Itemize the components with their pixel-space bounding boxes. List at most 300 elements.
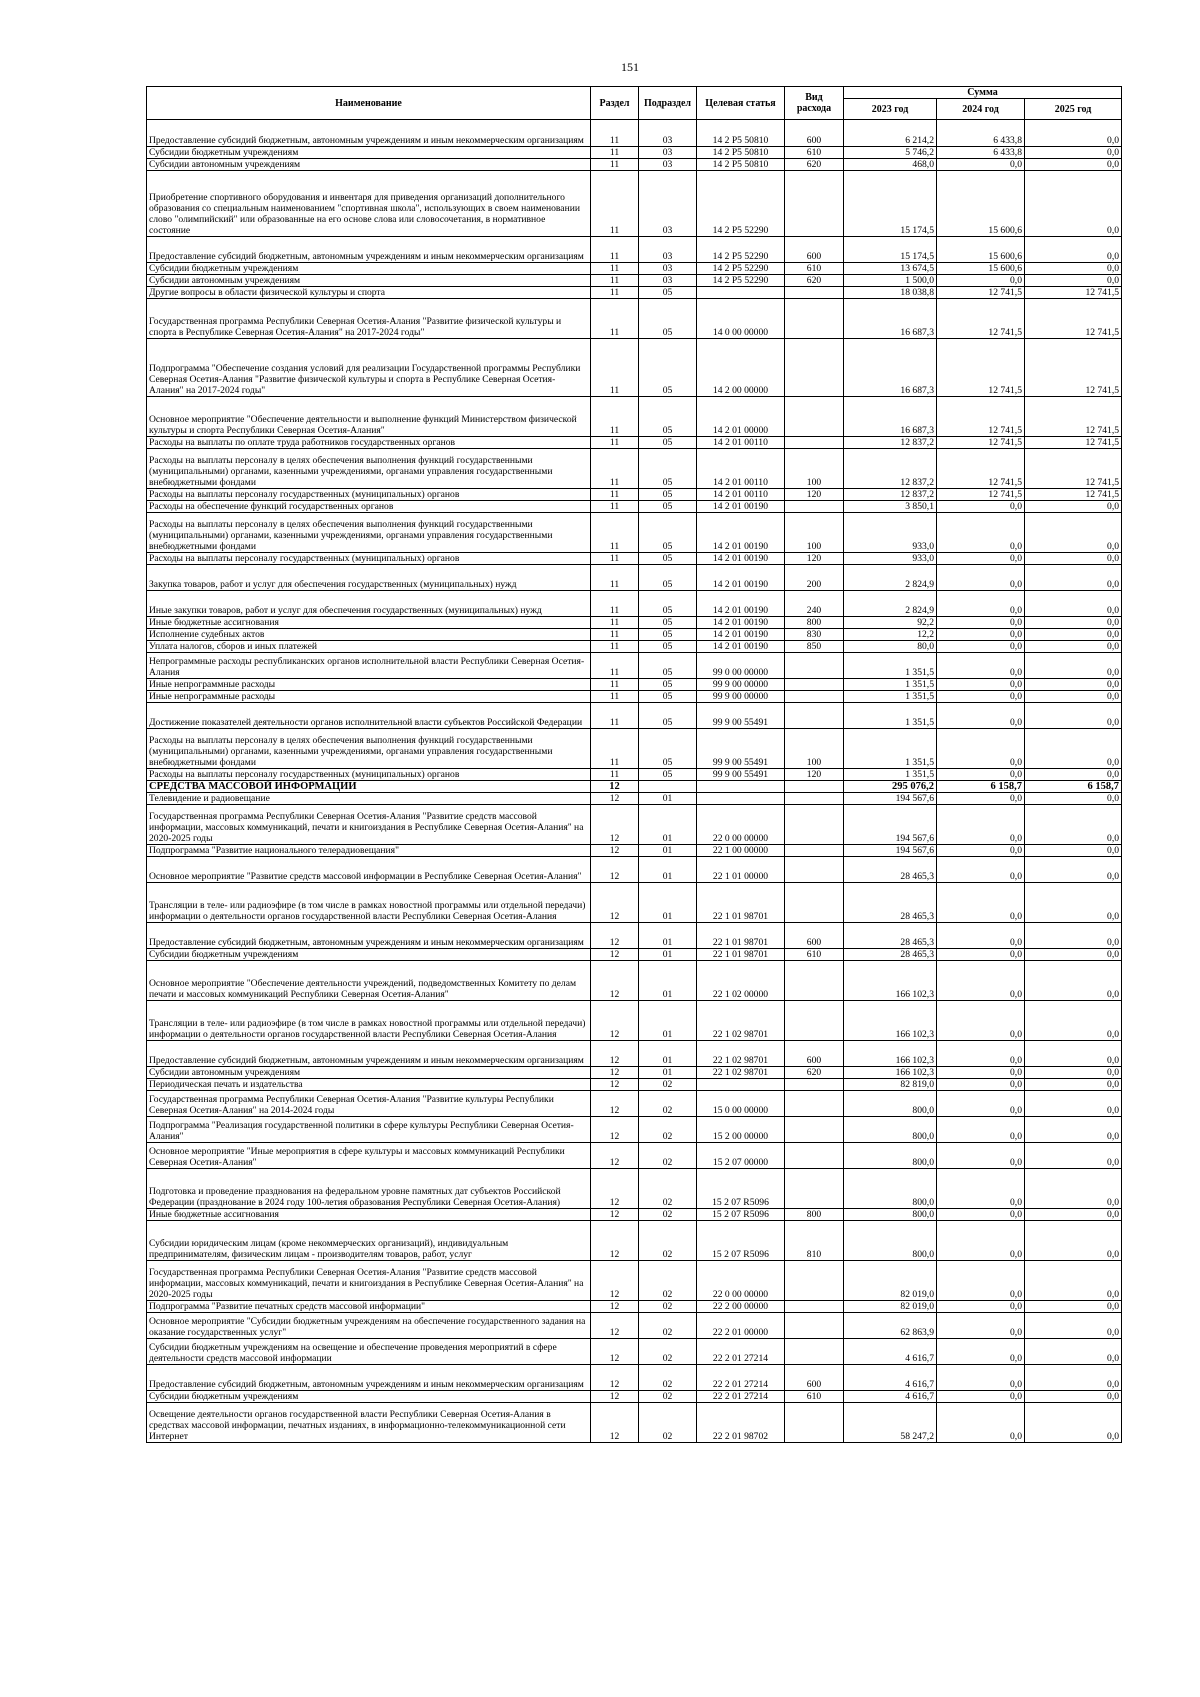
- row-sum-2023: 12 837,2: [844, 449, 937, 489]
- row-sum-2023: 800,0: [844, 1091, 937, 1117]
- row-sum-2023: 1 351,5: [844, 703, 937, 729]
- row-sum-2025: 0,0: [1025, 1365, 1122, 1391]
- row-sum-2025: 0,0: [1025, 805, 1122, 845]
- row-sum-2024: 0,0: [937, 703, 1025, 729]
- row-sum-2024: 0,0: [937, 691, 1025, 703]
- row-section: 12: [591, 1117, 639, 1143]
- row-expense-type: 610: [785, 949, 844, 961]
- row-name: Подпрограмма "Развитие национального телерадиовещания": [147, 845, 591, 857]
- row-target: 14 2 P5 50810: [697, 120, 785, 147]
- row-target: 99 9 00 00000: [697, 691, 785, 703]
- table-row: [147, 1169, 1122, 1209]
- row-subsection: 05: [639, 501, 697, 513]
- row-sum-2024: 0,0: [937, 1079, 1025, 1091]
- table-row: [147, 120, 1122, 147]
- table-row: [147, 1403, 1122, 1443]
- row-target: 14 2 00 00000: [697, 339, 785, 397]
- row-target: 14 2 01 00190: [697, 553, 785, 565]
- row-section: 11: [591, 729, 639, 769]
- table-row: [147, 769, 1122, 781]
- row-sum-2023: 1 500,0: [844, 275, 937, 287]
- row-section: 12: [591, 1391, 639, 1403]
- row-name: Расходы на выплаты персоналу государственных (муниципальных) органов: [147, 769, 591, 781]
- row-name: Иные бюджетные ассигнования: [147, 1209, 591, 1221]
- row-sum-2023: 166 102,3: [844, 1067, 937, 1079]
- row-sum-2025: 0,0: [1025, 1041, 1122, 1067]
- row-sum-2025: 0,0: [1025, 1339, 1122, 1365]
- row-subsection: 05: [639, 653, 697, 679]
- row-expense-type: [785, 679, 844, 691]
- row-target: 14 2 P5 52290: [697, 263, 785, 275]
- row-subsection: 02: [639, 1117, 697, 1143]
- table-row: [147, 1221, 1122, 1261]
- row-sum-2025: 12 741,5: [1025, 437, 1122, 449]
- row-expense-type: 850: [785, 641, 844, 653]
- row-name: Основное мероприятие "Субсидии бюджетным учреждениям на обеспечение государственного задания на оказание государственных услуг": [147, 1313, 591, 1339]
- row-section: 11: [591, 591, 639, 617]
- row-target: 22 1 01 98701: [697, 923, 785, 949]
- row-sum-2023: 12,2: [844, 629, 937, 641]
- row-sum-2024: 0,0: [937, 591, 1025, 617]
- row-expense-type: 120: [785, 769, 844, 781]
- row-sum-2023: 4 616,7: [844, 1365, 937, 1391]
- row-sum-2025: 0,0: [1025, 1221, 1122, 1261]
- row-subsection: 02: [639, 1091, 697, 1117]
- table-row: [147, 691, 1122, 703]
- row-sum-2023: 15 174,5: [844, 171, 937, 237]
- row-sum-2023: 468,0: [844, 159, 937, 171]
- row-name: Иные непрограммные расходы: [147, 679, 591, 691]
- table-row: [147, 1079, 1122, 1091]
- row-sum-2024: 0,0: [937, 769, 1025, 781]
- row-section: 12: [591, 1041, 639, 1067]
- row-sum-2025: 0,0: [1025, 263, 1122, 275]
- row-subsection: 02: [639, 1143, 697, 1169]
- row-subsection: 05: [639, 449, 697, 489]
- row-sum-2025: 0,0: [1025, 147, 1122, 159]
- header-section: Раздел: [591, 87, 639, 120]
- row-sum-2023: 3 850,1: [844, 501, 937, 513]
- row-subsection: 01: [639, 857, 697, 883]
- row-section: 12: [591, 793, 639, 805]
- row-subsection: 05: [639, 565, 697, 591]
- row-subsection: 05: [639, 591, 697, 617]
- row-sum-2024: 0,0: [937, 1091, 1025, 1117]
- row-target: 15 2 07 00000: [697, 1143, 785, 1169]
- row-sum-2023: 166 102,3: [844, 961, 937, 1001]
- row-target: 14 2 P5 52290: [697, 275, 785, 287]
- row-name: Непрограммные расходы республиканских органов исполнительной власти Республики Северная Осетия-Алания: [147, 653, 591, 679]
- row-target: 99 9 00 55491: [697, 703, 785, 729]
- table-row: [147, 513, 1122, 553]
- row-subsection: 05: [639, 513, 697, 553]
- row-expense-type: [785, 653, 844, 679]
- row-sum-2023: 16 687,3: [844, 397, 937, 437]
- row-sum-2024: 0,0: [937, 641, 1025, 653]
- row-sum-2025: 0,0: [1025, 641, 1122, 653]
- row-sum-2025: 0,0: [1025, 949, 1122, 961]
- row-sum-2024: 6 433,8: [937, 147, 1025, 159]
- row-sum-2023: 2 824,9: [844, 591, 937, 617]
- header-2023: 2023 год: [844, 99, 937, 120]
- row-target: 22 2 01 98702: [697, 1403, 785, 1443]
- row-section: 11: [591, 769, 639, 781]
- row-sum-2025: 0,0: [1025, 1391, 1122, 1403]
- row-section: 11: [591, 629, 639, 641]
- row-subsection: 05: [639, 641, 697, 653]
- row-expense-type: [785, 857, 844, 883]
- table-row: [147, 237, 1122, 263]
- row-section: 12: [591, 1221, 639, 1261]
- table-row: [147, 793, 1122, 805]
- row-name: Трансляции в теле- или радиоэфире (в том числе в рамках новостной программы или отдельной передачи) информации о деятельности органов государственной власти Республики Северная Осетия-Алания: [147, 1001, 591, 1041]
- row-target: 14 2 01 00190: [697, 591, 785, 617]
- row-subsection: 05: [639, 729, 697, 769]
- row-sum-2024: 0,0: [937, 1261, 1025, 1301]
- row-sum-2025: 12 741,5: [1025, 397, 1122, 437]
- table-row: [147, 275, 1122, 287]
- row-expense-type: [785, 961, 844, 1001]
- row-expense-type: 600: [785, 1041, 844, 1067]
- row-expense-type: 600: [785, 1365, 844, 1391]
- row-target: 99 9 00 55491: [697, 729, 785, 769]
- row-subsection: [639, 781, 697, 793]
- table-row: [147, 565, 1122, 591]
- row-name: Закупка товаров, работ и услуг для обеспечения государственных (муниципальных) нужд: [147, 565, 591, 591]
- row-expense-type: [785, 437, 844, 449]
- row-sum-2024: 15 600,6: [937, 171, 1025, 237]
- row-target: 14 0 00 00000: [697, 299, 785, 339]
- row-expense-type: [785, 1261, 844, 1301]
- row-name: Освещение деятельности органов государственной власти Республики Северная Осетия-Алания в средствах массовой информации, печатных изданиях, в информационно-телекоммуникационной сети Интернет: [147, 1403, 591, 1443]
- row-name: Уплата налогов, сборов и иных платежей: [147, 641, 591, 653]
- row-sum-2024: 12 741,5: [937, 449, 1025, 489]
- row-section: 11: [591, 653, 639, 679]
- row-sum-2024: 0,0: [937, 1143, 1025, 1169]
- row-section: 11: [591, 617, 639, 629]
- row-section: 12: [591, 883, 639, 923]
- row-name: Предоставление субсидий бюджетным, автономным учреждениям и иным некоммерческим организациям: [147, 1365, 591, 1391]
- row-subsection: 05: [639, 553, 697, 565]
- row-name: Предоставление субсидий бюджетным, автономным учреждениям и иным некоммерческим организациям: [147, 237, 591, 263]
- row-sum-2024: 0,0: [937, 159, 1025, 171]
- row-expense-type: 200: [785, 565, 844, 591]
- row-section: 12: [591, 845, 639, 857]
- row-sum-2024: 15 600,6: [937, 237, 1025, 263]
- row-name: Расходы на выплаты персоналу государственных (муниципальных) органов: [147, 489, 591, 501]
- row-section: 11: [591, 489, 639, 501]
- row-expense-type: 610: [785, 147, 844, 159]
- row-section: 11: [591, 679, 639, 691]
- row-sum-2024: 0,0: [937, 883, 1025, 923]
- row-name: Периодическая печать и издательства: [147, 1079, 591, 1091]
- row-sum-2025: 0,0: [1025, 1301, 1122, 1313]
- row-sum-2024: 0,0: [937, 1403, 1025, 1443]
- table-row: [147, 617, 1122, 629]
- table-row: [147, 159, 1122, 171]
- row-target: [697, 781, 785, 793]
- row-section: 12: [591, 1313, 639, 1339]
- page-number: 151: [621, 60, 639, 74]
- row-subsection: 05: [639, 397, 697, 437]
- row-sum-2024: 0,0: [937, 1169, 1025, 1209]
- row-section: 12: [591, 1261, 639, 1301]
- table-row: [147, 1261, 1122, 1301]
- row-name: Предоставление субсидий бюджетным, автономным учреждениям и иным некоммерческим организациям: [147, 923, 591, 949]
- row-expense-type: [785, 299, 844, 339]
- row-sum-2024: 0,0: [937, 679, 1025, 691]
- table-row: [147, 147, 1122, 159]
- table-row: [147, 489, 1122, 501]
- row-expense-type: [785, 1117, 844, 1143]
- row-sum-2023: 82 019,0: [844, 1261, 937, 1301]
- row-sum-2024: 0,0: [937, 1209, 1025, 1221]
- row-subsection: 05: [639, 703, 697, 729]
- row-name: Подготовка и проведение празднования на федеральном уровне памятных дат субъектов Российской Федерации (празднование в 2024 году 100-летия образования Республики Северная Осетия-Алания): [147, 1169, 591, 1209]
- header-2024: 2024 год: [937, 99, 1025, 120]
- row-target: 14 2 01 00190: [697, 501, 785, 513]
- row-sum-2025: 0,0: [1025, 591, 1122, 617]
- row-subsection: 03: [639, 263, 697, 275]
- table-row: [147, 1365, 1122, 1391]
- row-subsection: 03: [639, 147, 697, 159]
- row-section: 11: [591, 691, 639, 703]
- row-sum-2023: 62 863,9: [844, 1313, 937, 1339]
- table-row: [147, 299, 1122, 339]
- row-subsection: 02: [639, 1313, 697, 1339]
- row-sum-2023: 800,0: [844, 1221, 937, 1261]
- row-expense-type: [785, 171, 844, 237]
- row-subsection: 03: [639, 171, 697, 237]
- row-target: 14 2 01 00110: [697, 449, 785, 489]
- row-sum-2025: 6 158,7: [1025, 781, 1122, 793]
- row-sum-2025: 0,0: [1025, 1403, 1122, 1443]
- row-target: [697, 793, 785, 805]
- row-sum-2023: 1 351,5: [844, 653, 937, 679]
- row-target: 22 1 01 00000: [697, 857, 785, 883]
- row-sum-2025: 0,0: [1025, 513, 1122, 553]
- row-sum-2024: 0,0: [937, 275, 1025, 287]
- row-sum-2024: 0,0: [937, 1313, 1025, 1339]
- row-section: 12: [591, 781, 639, 793]
- row-target: 22 2 00 00000: [697, 1301, 785, 1313]
- row-subsection: 03: [639, 159, 697, 171]
- row-sum-2024: 0,0: [937, 923, 1025, 949]
- row-section: 11: [591, 565, 639, 591]
- row-sum-2023: 28 465,3: [844, 883, 937, 923]
- row-sum-2025: 0,0: [1025, 857, 1122, 883]
- table-row: [147, 781, 1122, 793]
- row-sum-2025: 0,0: [1025, 679, 1122, 691]
- table-row: [147, 629, 1122, 641]
- row-section: 12: [591, 1169, 639, 1209]
- table-row: [147, 1117, 1122, 1143]
- row-sum-2024: 0,0: [937, 1365, 1025, 1391]
- row-section: 12: [591, 961, 639, 1001]
- row-expense-type: 830: [785, 629, 844, 641]
- row-sum-2023: 13 674,5: [844, 263, 937, 275]
- row-section: 11: [591, 397, 639, 437]
- row-target: 22 2 01 27214: [697, 1391, 785, 1403]
- table-row: [147, 1041, 1122, 1067]
- row-target: [697, 1079, 785, 1091]
- row-sum-2023: 933,0: [844, 553, 937, 565]
- table-row: [147, 729, 1122, 769]
- row-expense-type: 620: [785, 275, 844, 287]
- table-row: [147, 397, 1122, 437]
- row-name: Расходы на выплаты персоналу в целях обеспечения выполнения функций государственными (муниципальными) органами, казенными учреждениями, органами управления государственными внебюджетными фондами: [147, 449, 591, 489]
- row-expense-type: [785, 805, 844, 845]
- row-target: 14 2 01 00110: [697, 489, 785, 501]
- row-target: 15 2 07 R5096: [697, 1221, 785, 1261]
- row-section: 11: [591, 120, 639, 147]
- row-sum-2023: 4 616,7: [844, 1339, 937, 1365]
- row-section: 12: [591, 1079, 639, 1091]
- row-section: 12: [591, 1209, 639, 1221]
- table-row: [147, 1143, 1122, 1169]
- row-subsection: 03: [639, 237, 697, 263]
- row-sum-2025: 0,0: [1025, 617, 1122, 629]
- row-expense-type: [785, 1079, 844, 1091]
- row-sum-2023: 194 567,6: [844, 793, 937, 805]
- row-expense-type: [785, 501, 844, 513]
- row-subsection: 01: [639, 961, 697, 1001]
- row-sum-2025: 0,0: [1025, 1117, 1122, 1143]
- table-row: [147, 679, 1122, 691]
- row-target: 15 2 00 00000: [697, 1117, 785, 1143]
- row-sum-2023: 2 824,9: [844, 565, 937, 591]
- row-subsection: 05: [639, 769, 697, 781]
- row-subsection: 05: [639, 299, 697, 339]
- row-target: 14 2 01 00190: [697, 641, 785, 653]
- row-target: 22 2 01 27214: [697, 1339, 785, 1365]
- row-subsection: 05: [639, 629, 697, 641]
- row-target: 22 2 01 27214: [697, 1365, 785, 1391]
- table-row: [147, 1091, 1122, 1117]
- row-expense-type: [785, 1301, 844, 1313]
- row-target: 22 0 00 00000: [697, 805, 785, 845]
- row-expense-type: [785, 1143, 844, 1169]
- row-section: 11: [591, 299, 639, 339]
- row-subsection: 01: [639, 793, 697, 805]
- row-target: 22 1 00 00000: [697, 845, 785, 857]
- row-sum-2024: 6 158,7: [937, 781, 1025, 793]
- row-section: 12: [591, 1403, 639, 1443]
- row-sum-2025: 0,0: [1025, 845, 1122, 857]
- row-target: 14 2 P5 52290: [697, 171, 785, 237]
- row-expense-type: [785, 1169, 844, 1209]
- row-sum-2023: 12 837,2: [844, 437, 937, 449]
- row-sum-2023: 15 174,5: [844, 237, 937, 263]
- row-subsection: 05: [639, 691, 697, 703]
- row-section: 12: [591, 1365, 639, 1391]
- row-name: Расходы на выплаты по оплате труда работников государственных органов: [147, 437, 591, 449]
- row-section: 11: [591, 553, 639, 565]
- row-sum-2023: 800,0: [844, 1117, 937, 1143]
- row-sum-2025: 0,0: [1025, 729, 1122, 769]
- row-name: СРЕДСТВА МАССОВОЙ ИНФОРМАЦИИ: [147, 781, 591, 793]
- row-name: Иные непрограммные расходы: [147, 691, 591, 703]
- row-expense-type: 100: [785, 449, 844, 489]
- row-subsection: 02: [639, 1169, 697, 1209]
- row-sum-2023: 1 351,5: [844, 769, 937, 781]
- row-name: Субсидии бюджетным учреждениям: [147, 147, 591, 159]
- row-section: 11: [591, 449, 639, 489]
- row-section: 11: [591, 339, 639, 397]
- row-name: Субсидии автономным учреждениям: [147, 275, 591, 287]
- row-section: 11: [591, 263, 639, 275]
- row-sum-2025: 0,0: [1025, 1079, 1122, 1091]
- row-sum-2025: 0,0: [1025, 275, 1122, 287]
- row-expense-type: [785, 287, 844, 299]
- row-section: 11: [591, 287, 639, 299]
- row-section: 12: [591, 1301, 639, 1313]
- table-row: [147, 591, 1122, 617]
- row-sum-2024: 0,0: [937, 1391, 1025, 1403]
- row-section: 11: [591, 171, 639, 237]
- row-section: 11: [591, 641, 639, 653]
- table-row: [147, 641, 1122, 653]
- row-subsection: 05: [639, 679, 697, 691]
- row-name: Основное мероприятие "Развитие средств массовой информации в Республике Северная Осетия-Алания": [147, 857, 591, 883]
- row-name: Достижение показателей деятельности органов исполнительной власти субъектов Российской Федерации: [147, 703, 591, 729]
- row-expense-type: 800: [785, 1209, 844, 1221]
- row-section: 11: [591, 513, 639, 553]
- row-sum-2024: 0,0: [937, 1001, 1025, 1041]
- header-sum: Сумма: [844, 87, 1122, 99]
- row-subsection: 01: [639, 805, 697, 845]
- row-sum-2024: 6 433,8: [937, 120, 1025, 147]
- table-row: [147, 923, 1122, 949]
- row-subsection: 01: [639, 1001, 697, 1041]
- row-section: 12: [591, 805, 639, 845]
- row-sum-2025: 0,0: [1025, 793, 1122, 805]
- row-sum-2025: 0,0: [1025, 120, 1122, 147]
- row-sum-2024: 0,0: [937, 513, 1025, 553]
- row-expense-type: [785, 1091, 844, 1117]
- row-sum-2024: 0,0: [937, 629, 1025, 641]
- row-sum-2024: 0,0: [937, 1117, 1025, 1143]
- row-section: 12: [591, 923, 639, 949]
- row-sum-2023: 5 746,2: [844, 147, 937, 159]
- row-expense-type: 120: [785, 553, 844, 565]
- row-name: Расходы на выплаты персоналу в целях обеспечения выполнения функций государственными (муниципальными) органами, казенными учреждениями, органами управления государственными внебюджетными фондами: [147, 729, 591, 769]
- row-sum-2024: 0,0: [937, 617, 1025, 629]
- row-name: Основное мероприятие "Обеспечение деятельности и выполнение функций Министерством физической культуры и спорта Республики Северная Осетия-Алания": [147, 397, 591, 437]
- row-section: 11: [591, 437, 639, 449]
- header-2025: 2025 год: [1025, 99, 1122, 120]
- row-sum-2023: 16 687,3: [844, 339, 937, 397]
- row-subsection: 05: [639, 437, 697, 449]
- row-section: 11: [591, 501, 639, 513]
- row-expense-type: [785, 397, 844, 437]
- row-sum-2024: 0,0: [937, 1339, 1025, 1365]
- table-row: [147, 703, 1122, 729]
- row-target: 22 1 02 98701: [697, 1041, 785, 1067]
- row-sum-2023: 12 837,2: [844, 489, 937, 501]
- row-subsection: 01: [639, 923, 697, 949]
- row-subsection: 02: [639, 1221, 697, 1261]
- row-name: Субсидии бюджетным учреждениям на освещение и обеспечение проведения мероприятий в сфере деятельности средств массовой информации: [147, 1339, 591, 1365]
- row-sum-2025: 0,0: [1025, 1143, 1122, 1169]
- row-target: [697, 287, 785, 299]
- row-sum-2024: 0,0: [937, 501, 1025, 513]
- row-sum-2024: 12 741,5: [937, 397, 1025, 437]
- table-row: [147, 449, 1122, 489]
- row-target: 14 2 01 00190: [697, 513, 785, 553]
- row-sum-2025: 0,0: [1025, 629, 1122, 641]
- table-row: [147, 553, 1122, 565]
